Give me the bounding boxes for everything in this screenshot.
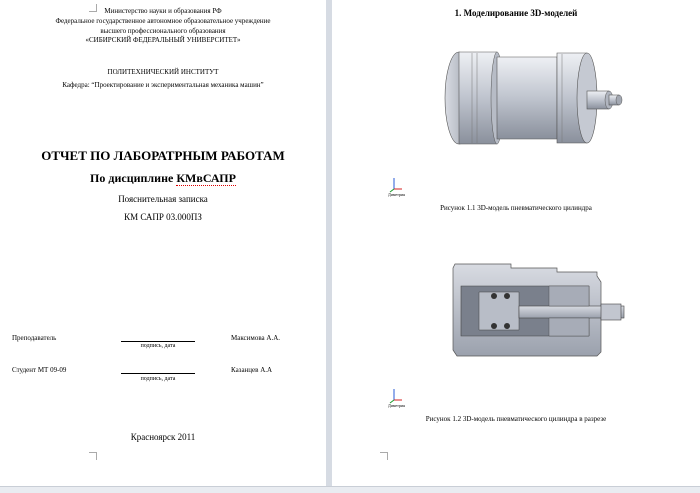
cylinder-section-image <box>449 262 629 362</box>
institute-line: ПОЛИТЕХНИЧЕСКИЙ ИНСТИТУТ <box>107 68 219 76</box>
axis-label: Диметрия <box>388 192 405 197</box>
report-title: ОТЧЕТ ПО ЛАБОРАТРНЫМ РАБОТАМ <box>41 148 285 163</box>
figure-cylinder-3d <box>437 43 627 173</box>
signature-hint: подпись, дата <box>140 376 176 382</box>
signature-name: Максимова А.А. <box>231 334 281 342</box>
signature-hint: подпись, дата <box>140 343 176 349</box>
margin-corner-mark <box>89 452 97 460</box>
figure-caption: Рисунок 1.1 3D-модель пневматического цилиндра <box>440 204 592 212</box>
cylinder-3d-image <box>437 43 627 173</box>
signature-line <box>121 341 195 342</box>
window-bottom-edge <box>0 486 700 493</box>
margin-corner-mark <box>380 452 388 460</box>
figure-caption: Рисунок 1.2 3D-модель пневматического цилиндра в разрезе <box>425 415 607 423</box>
ministry-line: Министерство науки и образования РФ <box>104 7 222 15</box>
note-type: Пояснительная записка <box>118 194 208 204</box>
agency-line: Федеральное государственное автономное образовательное учреждение <box>55 17 271 25</box>
department-line: Кафедра: “Проектирование и экспериментальная механика машин” <box>62 81 264 89</box>
signature-role: Преподаватель <box>12 334 57 342</box>
figure-cylinder-section <box>449 262 629 362</box>
document-code: КМ САПР 03.000ПЗ <box>124 212 202 222</box>
discipline-line <box>0 171 326 186</box>
education-line: высшего профессионального образования <box>100 27 226 35</box>
signature-line <box>121 373 195 374</box>
title-page <box>0 0 326 486</box>
discipline-prefix: По дисциплине <box>90 171 177 185</box>
city-year: Красноярск 2011 <box>130 432 196 442</box>
discipline-name: КМвСАПР <box>176 171 236 185</box>
signature-role: Студент МТ 09-09 <box>12 366 67 374</box>
signature-name: Казанцев А.А <box>231 366 273 374</box>
content-page <box>332 0 700 486</box>
axis-label: Диметрия <box>388 403 405 408</box>
section-heading: 1. Моделирование 3D-моделей <box>454 8 578 18</box>
university-line: «СИБИРСКИЙ ФЕДЕРАЛЬНЫЙ УНИВЕРСИТЕТ» <box>85 36 241 44</box>
